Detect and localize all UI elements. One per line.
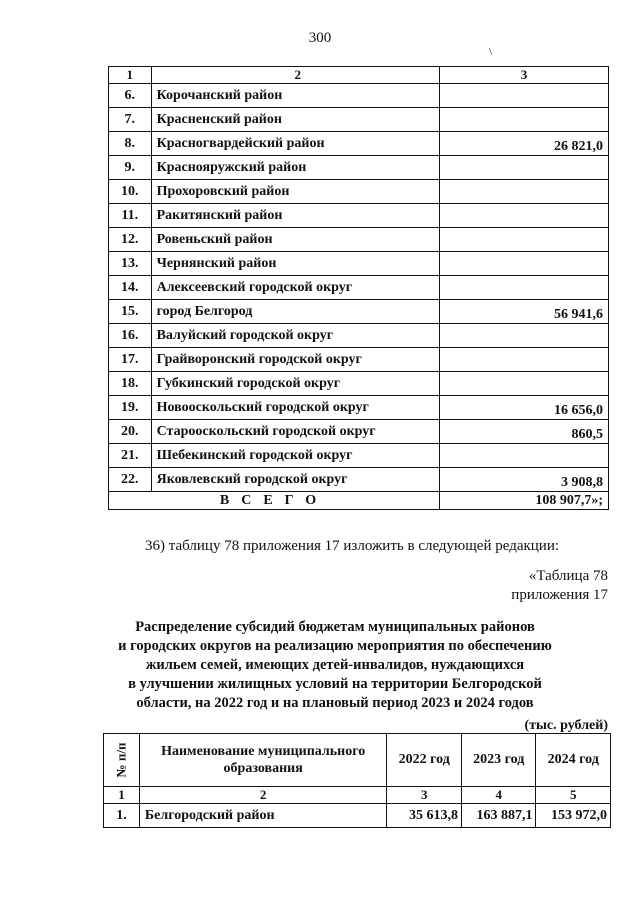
table-row xyxy=(109,468,609,492)
table-row xyxy=(109,252,609,276)
row-value: 56 941,6 xyxy=(439,300,608,324)
title-line: и городских округов на реализацию мероприятия по обеспечению xyxy=(118,638,552,654)
table-row xyxy=(109,372,609,396)
row-2024: 153 972,0 xyxy=(536,804,611,828)
table-header-row xyxy=(104,734,611,787)
table-title xyxy=(100,618,570,713)
row-number: 15. xyxy=(109,300,152,324)
table-row xyxy=(109,108,609,132)
row-number: 18. xyxy=(109,372,152,396)
title-line: в улучшении жилищных условий на территории Белгородской xyxy=(128,676,542,692)
row-name: Корочанский район xyxy=(151,84,439,108)
row-value xyxy=(439,348,608,372)
row-number: 20. xyxy=(109,420,152,444)
total-value: 108 907,7»; xyxy=(439,492,608,510)
numbering-cell: 5 xyxy=(536,787,611,804)
row-number: 16. xyxy=(109,324,152,348)
numbering-row xyxy=(104,787,611,804)
table-row xyxy=(109,396,609,420)
row-number: 19. xyxy=(109,396,152,420)
row-number: 17. xyxy=(109,348,152,372)
row-value xyxy=(439,84,608,108)
header-2022: 2022 год xyxy=(387,734,462,787)
row-name: Грайворонский городской округ xyxy=(151,348,439,372)
table-reference-line: «Таблица 78 xyxy=(528,568,608,584)
row-value xyxy=(439,156,608,180)
table-78 xyxy=(103,733,611,828)
row-name: Краснояружский район xyxy=(151,156,439,180)
row-value xyxy=(439,444,608,468)
units-label: (тыс. рублей) xyxy=(524,718,608,733)
table-row xyxy=(104,804,611,828)
row-name: город Белгород xyxy=(151,300,439,324)
row-number: 9. xyxy=(109,156,152,180)
table-row xyxy=(109,300,609,324)
table-row xyxy=(109,276,609,300)
row-value xyxy=(439,108,608,132)
row-name: Шебекинский городской округ xyxy=(151,444,439,468)
row-name: Белгородский район xyxy=(139,804,387,828)
row-2022: 35 613,8 xyxy=(387,804,462,828)
table-row xyxy=(109,348,609,372)
numbering-cell: 1 xyxy=(104,787,140,804)
row-name: Красненский район xyxy=(151,108,439,132)
row-name: Алексеевский городской округ xyxy=(151,276,439,300)
header-number: № п/п xyxy=(104,734,140,787)
row-name: Новооскольский городской округ xyxy=(151,396,439,420)
row-name: Ракитянский район xyxy=(151,204,439,228)
title-line: жильем семей, имеющих детей-инвалидов, нуждающихся xyxy=(145,657,525,673)
table-row xyxy=(109,156,609,180)
row-value xyxy=(439,180,608,204)
row-2023: 163 887,1 xyxy=(461,804,536,828)
column-number-3: 3 xyxy=(439,67,608,84)
table-row xyxy=(109,444,609,468)
row-name: Валуйский городской округ xyxy=(151,324,439,348)
table-row xyxy=(109,324,609,348)
column-number-1: 1 xyxy=(109,67,152,84)
row-name: Губкинский городской округ xyxy=(151,372,439,396)
table-row xyxy=(109,180,609,204)
total-label: ВСЕГО xyxy=(109,492,440,510)
table-reference xyxy=(511,567,608,605)
numbering-cell: 3 xyxy=(387,787,462,804)
title-line: области, на 2022 год и на плановый период 2023 и 2024 годов xyxy=(136,695,534,711)
numbering-cell: 2 xyxy=(139,787,387,804)
amendment-instruction: 36) таблицу 78 приложения 17 изложить в следующей редакции: xyxy=(145,538,560,554)
row-value xyxy=(439,324,608,348)
column-number-2: 2 xyxy=(151,67,439,84)
row-number: 14. xyxy=(109,276,152,300)
row-number: 21. xyxy=(109,444,152,468)
row-name: Старооскольский городской округ xyxy=(151,420,439,444)
row-number: 6. xyxy=(109,84,152,108)
row-number: 13. xyxy=(109,252,152,276)
table-row xyxy=(109,84,609,108)
numbering-cell: 4 xyxy=(461,787,536,804)
table-reference-line: приложения 17 xyxy=(511,587,608,603)
row-name: Ровеньский район xyxy=(151,228,439,252)
header-2023: 2023 год xyxy=(461,734,536,787)
tick-mark: \ xyxy=(489,46,493,58)
subsidy-table-continuation xyxy=(108,66,609,510)
row-number: 1. xyxy=(104,804,140,828)
header-name: Наименование муниципального образования xyxy=(139,734,387,787)
row-value: 26 821,0 xyxy=(439,132,608,156)
page-number: 300 xyxy=(308,30,332,46)
row-number: 22. xyxy=(109,468,152,492)
row-value xyxy=(439,252,608,276)
title-line: Распределение субсидий бюджетам муниципальных районов xyxy=(135,619,535,635)
row-value xyxy=(439,204,608,228)
row-value: 3 908,8 xyxy=(439,468,608,492)
table-row xyxy=(109,420,609,444)
row-value: 860,5 xyxy=(439,420,608,444)
total-row xyxy=(109,492,609,510)
table-row xyxy=(109,228,609,252)
row-name: Прохоровский район xyxy=(151,180,439,204)
table-header-row xyxy=(109,67,609,84)
row-value xyxy=(439,372,608,396)
table-row xyxy=(109,204,609,228)
row-number: 7. xyxy=(109,108,152,132)
row-value xyxy=(439,228,608,252)
row-value: 16 656,0 xyxy=(439,396,608,420)
table-row xyxy=(109,132,609,156)
header-2024: 2024 год xyxy=(536,734,611,787)
row-name: Чернянский район xyxy=(151,252,439,276)
row-name: Яковлевский городской округ xyxy=(151,468,439,492)
row-number: 11. xyxy=(109,204,152,228)
row-number: 12. xyxy=(109,228,152,252)
row-number: 10. xyxy=(109,180,152,204)
row-name: Красногвардейский район xyxy=(151,132,439,156)
row-value xyxy=(439,276,608,300)
row-number: 8. xyxy=(109,132,152,156)
